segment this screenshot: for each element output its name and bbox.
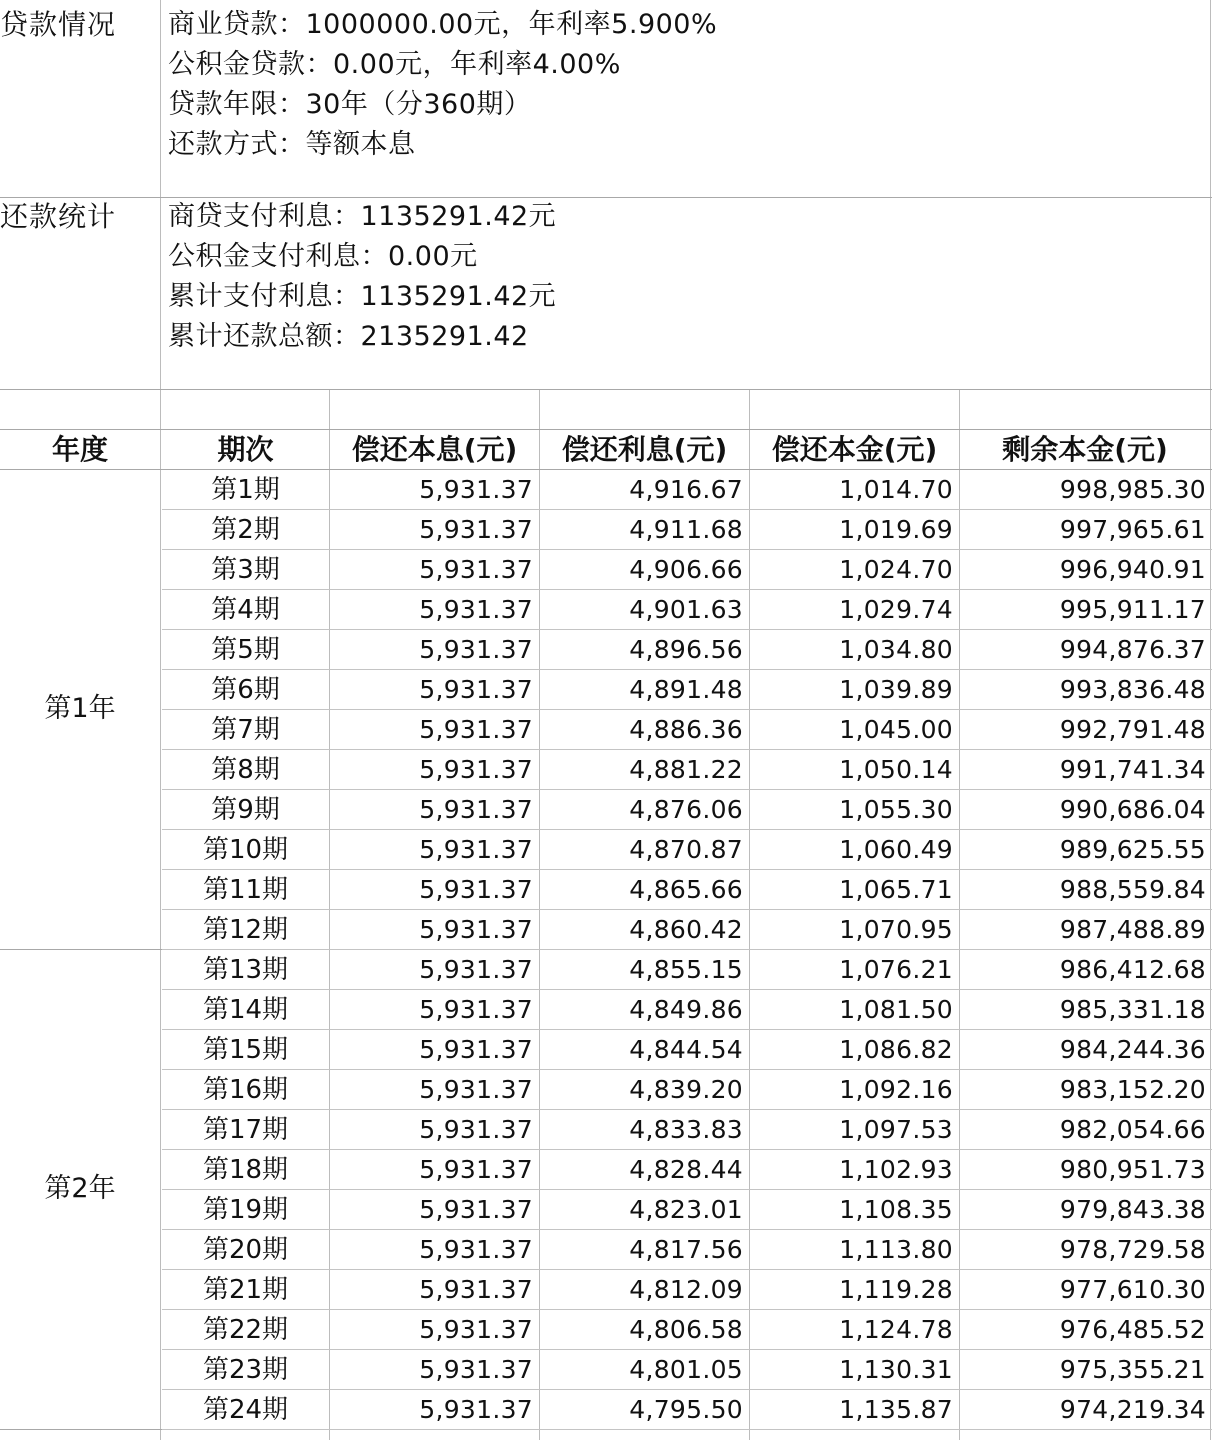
table-row [0,870,1212,910]
remaining-cell: 978,729.58 [1059,1235,1206,1264]
repay-stats-label: 还款统计 [0,200,117,233]
period-cell: 第18期 [202,1155,289,1185]
table-row [0,790,1212,830]
interest-cell: 4,849.86 [629,995,743,1024]
payment-cell: 5,931.37 [419,835,533,864]
interest-cell: 4,823.01 [629,1195,743,1224]
repay-stats-line: 累计还款总额：2135291.42 [168,321,529,352]
interest-cell: 4,828.44 [629,1155,743,1184]
payment-cell: 5,931.37 [419,675,533,704]
repay-stats-line: 公积金支付利息：0.00元 [168,241,478,272]
table-row [0,1390,1212,1430]
remaining-cell: 976,485.52 [1059,1315,1206,1344]
loan-info-line: 公积金贷款：0.00元，年利率4.00% [168,49,621,80]
period-cell: 第1期 [211,475,280,505]
interest-cell: 4,916.67 [629,475,743,504]
remaining-cell: 989,625.55 [1059,835,1206,864]
table-row [0,1110,1212,1150]
interest-cell: 4,801.05 [629,1355,743,1384]
table-row [0,470,1212,510]
loan-info-line: 商业贷款：1000000.00元，年利率5.900% [168,9,718,40]
period-cell: 第23期 [202,1355,289,1385]
repay-stats-line: 商贷支付利息：1135291.42元 [168,201,557,232]
principal-cell: 1,034.80 [839,635,953,664]
period-cell: 第20期 [202,1235,289,1265]
payment-cell: 5,931.37 [419,1155,533,1184]
principal-cell: 1,076.21 [839,955,953,984]
payment-cell: 5,931.37 [419,995,533,1024]
payment-cell: 5,931.37 [419,595,533,624]
principal-cell: 1,119.28 [839,1275,953,1304]
interest-cell: 4,891.48 [629,675,743,704]
year-label: 第1年 [44,693,116,724]
table-row [0,670,1212,710]
principal-cell: 1,029.74 [839,595,953,624]
principal-cell: 1,060.49 [839,835,953,864]
payment-cell: 5,931.37 [419,755,533,784]
principal-cell: 1,024.70 [839,555,953,584]
payment-cell: 5,931.37 [419,1115,533,1144]
period-cell: 第10期 [202,835,289,865]
principal-cell: 1,065.71 [839,875,953,904]
remaining-cell: 988,559.84 [1059,875,1206,904]
period-cell: 第3期 [211,555,280,585]
principal-cell: 1,102.93 [839,1155,953,1184]
principal-cell: 1,130.31 [839,1355,953,1384]
payment-cell: 5,931.37 [419,1035,533,1064]
principal-cell: 1,086.82 [839,1035,953,1064]
remaining-cell: 982,054.66 [1059,1115,1206,1144]
remaining-cell: 995,911.17 [1059,595,1206,624]
period-cell: 第19期 [202,1195,289,1225]
interest-cell: 4,870.87 [629,835,743,864]
table-row [0,590,1212,630]
interest-cell: 4,839.20 [629,1075,743,1104]
period-cell: 第13期 [202,955,289,985]
interest-cell: 4,795.50 [629,1395,743,1424]
period-cell: 第16期 [202,1075,289,1105]
table-row [0,910,1212,950]
period-cell: 第15期 [202,1035,289,1065]
remaining-cell: 987,488.89 [1059,915,1206,944]
principal-cell: 1,081.50 [839,995,953,1024]
principal-cell: 1,135.87 [839,1395,953,1424]
table-row [0,950,1212,990]
principal-cell: 1,113.80 [839,1235,953,1264]
payment-cell: 5,931.37 [419,915,533,944]
principal-cell: 1,070.95 [839,915,953,944]
table-row [0,1230,1212,1270]
header-remaining: 剩余本金(元) [1002,433,1168,466]
table-row [0,630,1212,670]
loan-info-line: 还款方式：等额本息 [168,129,416,160]
period-cell: 第21期 [202,1275,289,1305]
remaining-cell: 993,836.48 [1059,675,1206,704]
payment-cell: 5,931.37 [419,1235,533,1264]
payment-cell: 5,931.37 [419,635,533,664]
period-cell: 第9期 [211,795,280,825]
remaining-cell: 991,741.34 [1059,755,1206,784]
period-cell: 第4期 [211,595,280,625]
table-row [0,1070,1212,1110]
period-cell: 第14期 [202,995,289,1025]
table-row [0,830,1212,870]
header-year: 年度 [51,433,108,466]
interest-cell: 4,906.66 [629,555,743,584]
interest-cell: 4,806.58 [629,1315,743,1344]
table-row [0,1350,1212,1390]
header-principal: 偿还本金(元) [771,433,938,466]
payment-cell: 5,931.37 [419,555,533,584]
grid-line [0,389,1212,390]
remaining-cell: 985,331.18 [1059,995,1206,1024]
interest-cell: 4,860.42 [629,915,743,944]
interest-cell: 4,844.54 [629,1035,743,1064]
interest-cell: 4,911.68 [629,515,743,544]
table-row [0,550,1212,590]
principal-cell: 1,019.69 [839,515,953,544]
payment-cell: 5,931.37 [419,955,533,984]
period-cell: 第22期 [202,1315,289,1345]
loan-info-line: 贷款年限：30年（分360期） [168,89,532,120]
remaining-cell: 992,791.48 [1059,715,1206,744]
remaining-cell: 994,876.37 [1059,635,1206,664]
table-row [0,1030,1212,1070]
period-cell: 第8期 [211,755,280,785]
table-row [0,1310,1212,1350]
payment-cell: 5,931.37 [419,875,533,904]
remaining-cell: 984,244.36 [1059,1035,1206,1064]
principal-cell: 1,092.16 [839,1075,953,1104]
payment-cell: 5,931.37 [419,1395,533,1424]
principal-cell: 1,050.14 [839,755,953,784]
year-label: 第2年 [44,1173,116,1204]
principal-cell: 1,014.70 [839,475,953,504]
payment-cell: 5,931.37 [419,1275,533,1304]
remaining-cell: 990,686.04 [1059,795,1206,824]
remaining-cell: 977,610.30 [1059,1275,1206,1304]
period-cell: 第12期 [202,915,289,945]
interest-cell: 4,881.22 [629,755,743,784]
remaining-cell: 997,965.61 [1059,515,1206,544]
interest-cell: 4,817.56 [629,1235,743,1264]
payment-cell: 5,931.37 [419,515,533,544]
principal-cell: 1,108.35 [839,1195,953,1224]
interest-cell: 4,855.15 [629,955,743,984]
repay-stats-line: 累计支付利息：1135291.42元 [168,281,557,312]
principal-cell: 1,055.30 [839,795,953,824]
remaining-cell: 979,843.38 [1059,1195,1206,1224]
principal-cell: 1,039.89 [839,675,953,704]
remaining-cell: 975,355.21 [1059,1355,1206,1384]
table-row [0,1190,1212,1230]
interest-cell: 4,901.63 [629,595,743,624]
payment-cell: 5,931.37 [419,475,533,504]
table-row [0,750,1212,790]
period-cell: 第11期 [202,875,289,905]
interest-cell: 4,876.06 [629,795,743,824]
interest-cell: 4,865.66 [629,875,743,904]
payment-cell: 5,931.37 [419,1075,533,1104]
header-interest: 偿还利息(元) [561,433,728,466]
period-cell: 第6期 [211,675,280,705]
interest-cell: 4,886.36 [629,715,743,744]
header-payment: 偿还本息(元) [351,433,518,466]
period-cell: 第5期 [211,635,280,665]
interest-cell: 4,833.83 [629,1115,743,1144]
payment-cell: 5,931.37 [419,1355,533,1384]
header-period: 期次 [217,433,274,466]
table-row [0,990,1212,1030]
interest-cell: 4,896.56 [629,635,743,664]
payment-cell: 5,931.37 [419,1315,533,1344]
payment-cell: 5,931.37 [419,715,533,744]
remaining-cell: 983,152.20 [1059,1075,1206,1104]
remaining-cell: 998,985.30 [1059,475,1206,504]
table-row [0,1270,1212,1310]
principal-cell: 1,097.53 [839,1115,953,1144]
principal-cell: 1,045.00 [839,715,953,744]
interest-cell: 4,812.09 [629,1275,743,1304]
period-cell: 第17期 [202,1115,289,1145]
table-row [0,710,1212,750]
remaining-cell: 974,219.34 [1059,1395,1206,1424]
remaining-cell: 986,412.68 [1059,955,1206,984]
remaining-cell: 980,951.73 [1059,1155,1206,1184]
payment-cell: 5,931.37 [419,795,533,824]
table-row [0,1150,1212,1190]
principal-cell: 1,124.78 [839,1315,953,1344]
payment-cell: 5,931.37 [419,1195,533,1224]
remaining-cell: 996,940.91 [1059,555,1206,584]
period-cell: 第24期 [202,1395,289,1425]
period-cell: 第2期 [211,515,280,545]
table-row [0,510,1212,550]
loan-info-label: 贷款情况 [0,8,117,41]
period-cell: 第7期 [211,715,280,745]
